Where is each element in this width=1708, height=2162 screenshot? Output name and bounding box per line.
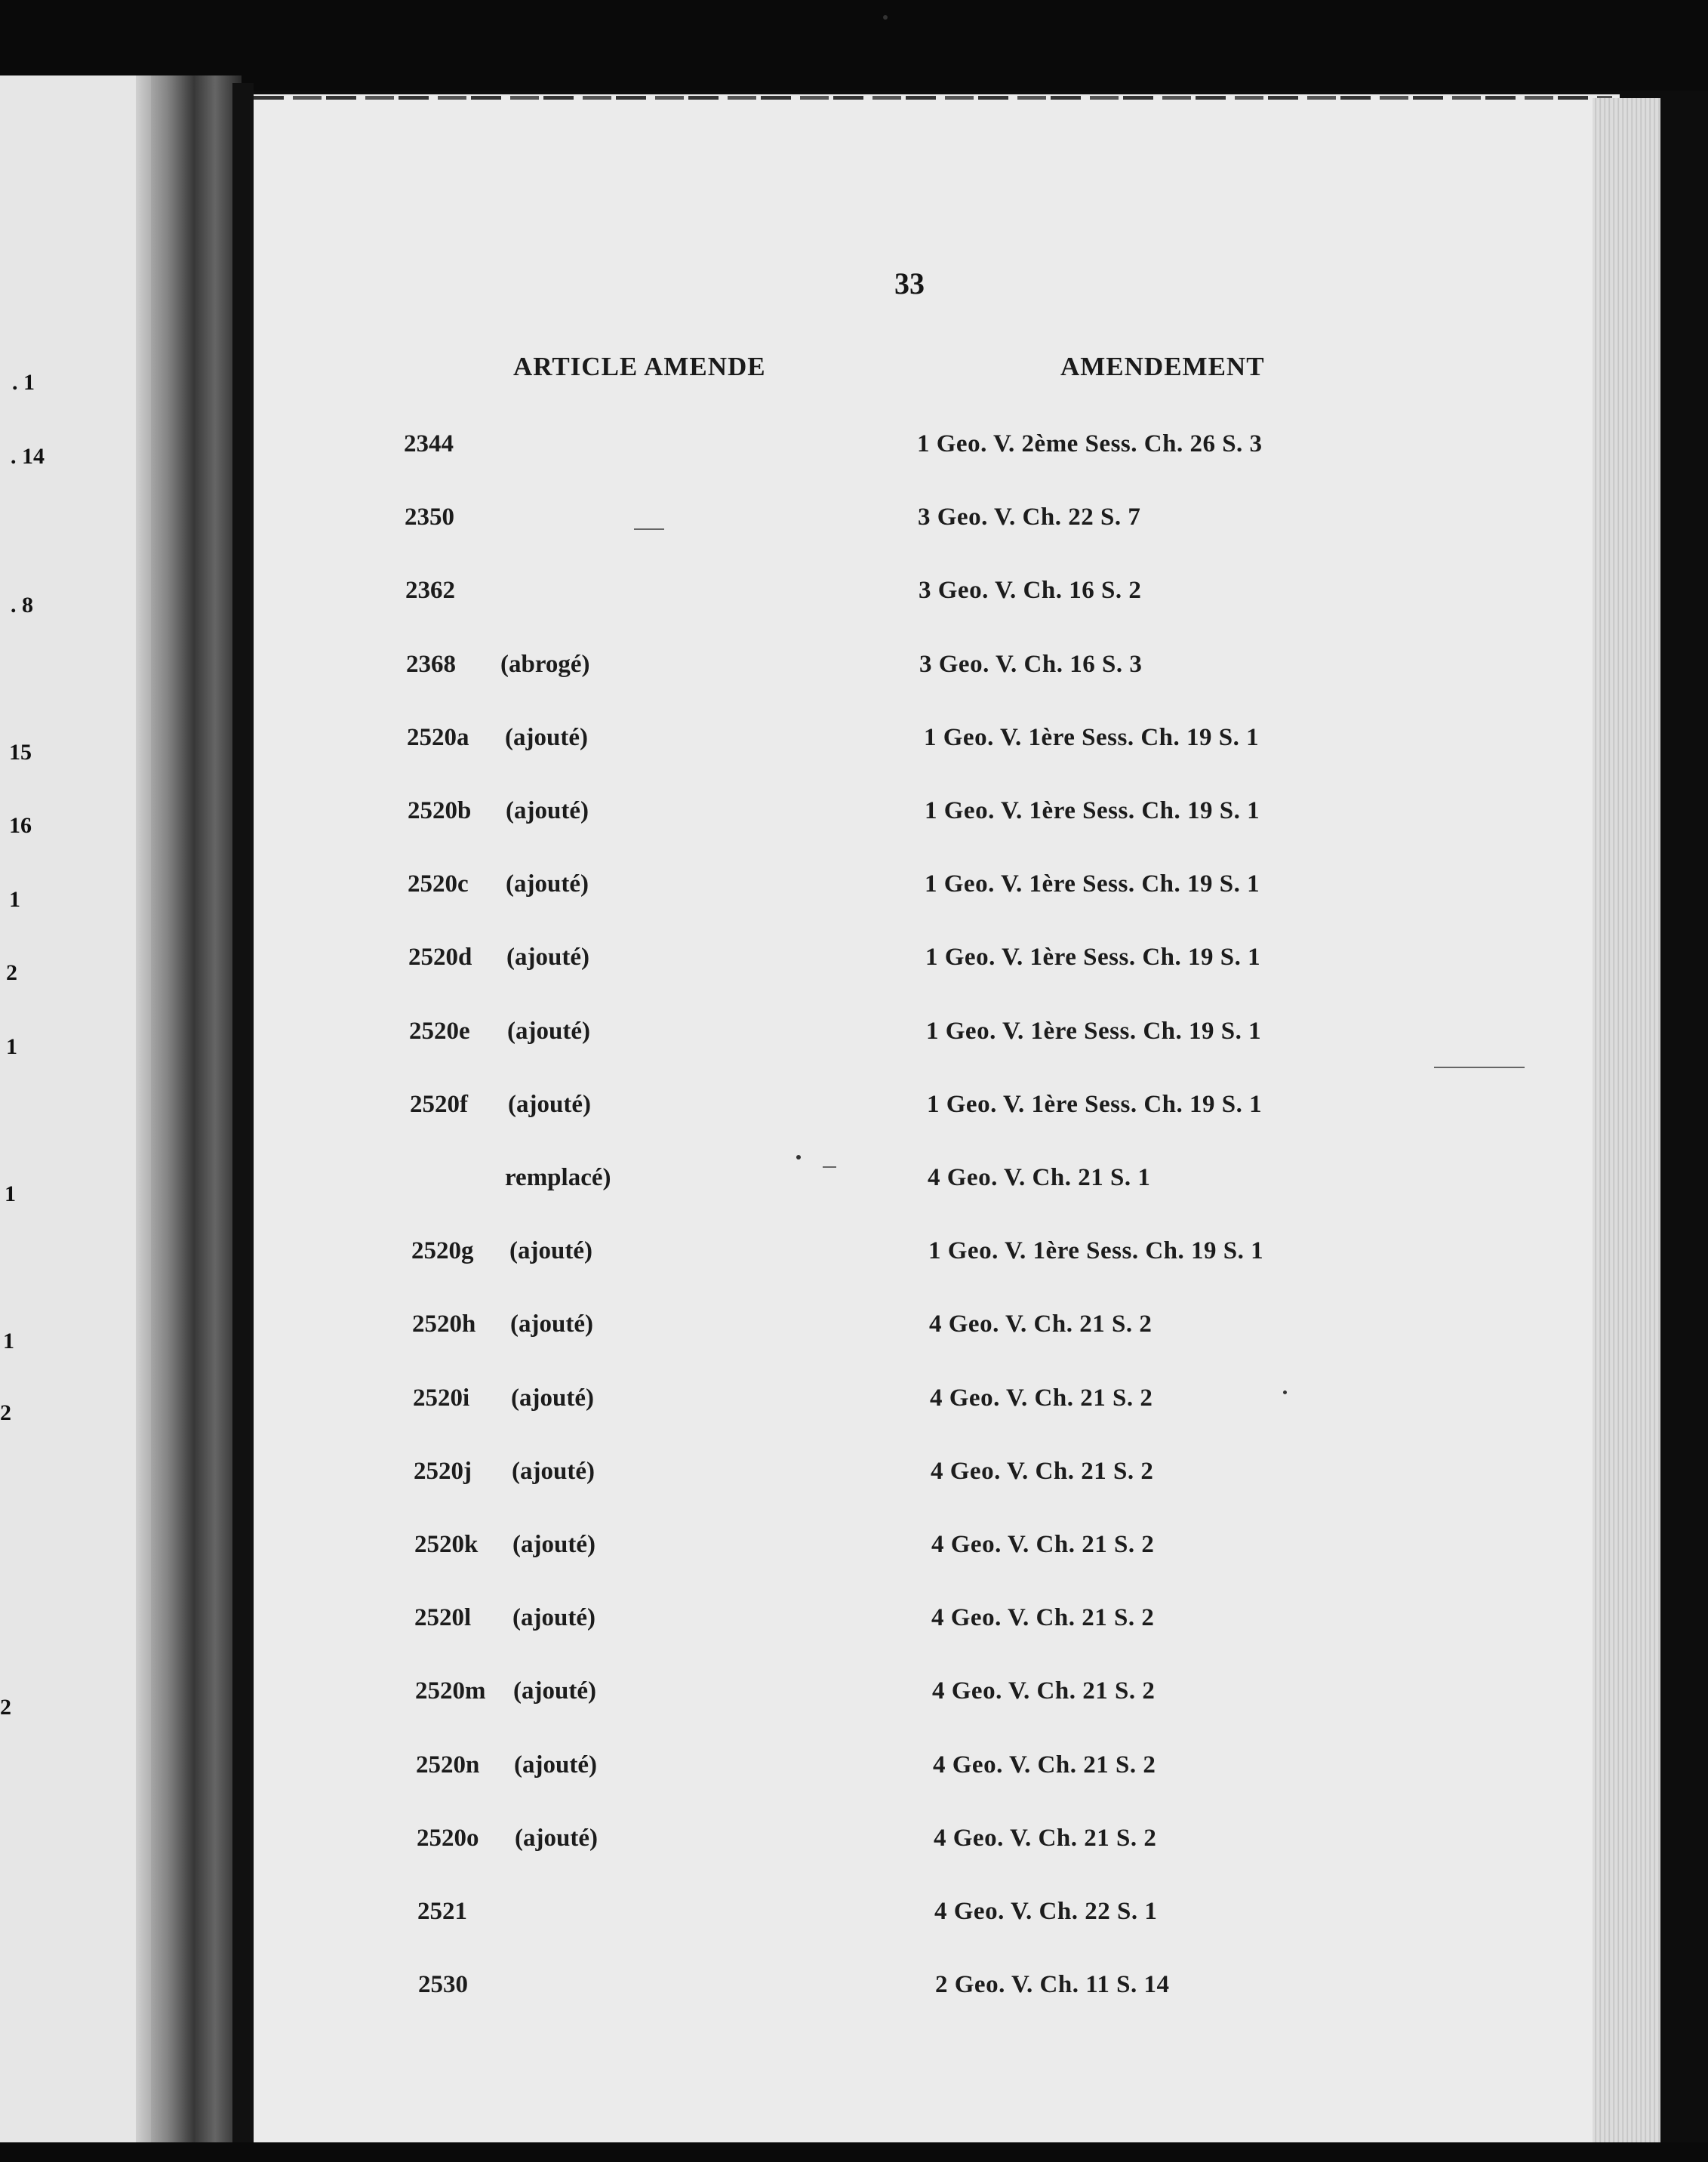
amendment-reference: 4 Geo. V. Ch. 21 S. 2: [933, 1751, 1156, 1779]
article-number: 2521: [417, 1898, 467, 1925]
column-header-article: ARTICLE AMENDE: [513, 352, 766, 381]
amendment-reference: 1 Geo. V. 1ère Sess. Ch. 19 S. 1: [926, 1018, 1262, 1045]
facing-page-fragment: 2: [0, 1695, 11, 1720]
table-row: [0, 1018, 1366, 1063]
amendment-reference: 4 Geo. V. Ch. 22 S. 1: [934, 1898, 1158, 1925]
article-note: (ajouté): [507, 1018, 590, 1045]
article-number: 2530: [418, 1971, 468, 1998]
article-note: (ajouté): [513, 1677, 596, 1705]
facing-page-fragment: 1: [9, 887, 20, 912]
table-row: [0, 651, 1366, 696]
article-number: 2520d: [408, 944, 472, 971]
facing-page-fragment: 2: [0, 1400, 11, 1425]
article-number: 2520o: [417, 1825, 479, 1852]
article-number: 2368: [406, 651, 456, 678]
amendment-reference: 4 Geo. V. Ch. 21 S. 2: [929, 1310, 1153, 1338]
table-row: [0, 1971, 1366, 2016]
bottom-scan-border: [0, 2142, 1708, 2162]
table-row: [0, 1825, 1366, 1870]
amendment-reference: 4 Geo. V. Ch. 21 S. 1: [928, 1164, 1151, 1191]
scan-speck: [796, 1155, 801, 1160]
article-note: (ajouté): [512, 1531, 595, 1558]
article-number: 2520c: [408, 870, 469, 898]
article-note: (ajouté): [506, 797, 589, 824]
article-note: (ajouté): [514, 1751, 597, 1779]
table-row: [0, 870, 1366, 916]
table-row: [0, 724, 1366, 769]
facing-page-fragment: 2: [6, 960, 17, 985]
facing-page-fragment: . 1: [12, 370, 35, 395]
amendment-reference: 4 Geo. V. Ch. 21 S. 2: [931, 1458, 1154, 1485]
article-note: (ajouté): [509, 1237, 592, 1264]
article-note: (ajouté): [512, 1604, 595, 1631]
article-number: 2520k: [414, 1531, 479, 1558]
facing-page-fragment: . 8: [11, 593, 33, 617]
amendment-reference: 4 Geo. V. Ch. 21 S. 2: [934, 1825, 1157, 1852]
article-note: (ajouté): [506, 944, 589, 971]
article-number: 2520i: [413, 1384, 470, 1412]
amendment-reference: 3 Geo. V. Ch. 22 S. 7: [918, 504, 1141, 531]
scan-mark: [823, 1166, 836, 1168]
facing-page-fragment: 1: [6, 1034, 17, 1059]
amendment-reference: 4 Geo. V. Ch. 21 S. 2: [930, 1384, 1153, 1412]
scan-mark: [1434, 1067, 1525, 1068]
article-note: (ajouté): [505, 724, 588, 751]
table-row: [0, 430, 1366, 476]
scan-speck: [883, 15, 888, 20]
table-row: [0, 1604, 1366, 1649]
table-row: [0, 1898, 1366, 1943]
table-row: [0, 504, 1366, 549]
page-top-edge: [254, 96, 1612, 100]
top-scan-border: [0, 0, 1708, 91]
facing-page-fragment: . 14: [11, 444, 45, 469]
amendment-reference: 4 Geo. V. Ch. 21 S. 2: [931, 1531, 1155, 1558]
table-row: [0, 944, 1366, 989]
table-row: [0, 1091, 1366, 1136]
table-row: [0, 1751, 1366, 1797]
amendment-reference: 2 Geo. V. Ch. 11 S. 14: [935, 1971, 1170, 1998]
table-row: [0, 1677, 1366, 1723]
article-note: remplacé): [505, 1164, 611, 1191]
amendment-reference: 4 Geo. V. Ch. 21 S. 2: [932, 1677, 1156, 1705]
scan-speck: [1283, 1391, 1287, 1394]
amendment-reference: 1 Geo. V. 1ère Sess. Ch. 19 S. 1: [927, 1091, 1263, 1118]
article-number: 2520g: [411, 1237, 474, 1264]
article-number: 2520e: [409, 1018, 470, 1045]
article-note: (ajouté): [506, 870, 589, 898]
article-number: 2350: [405, 504, 454, 531]
article-number: 2520b: [408, 797, 472, 824]
page-stack-edges: [1593, 98, 1660, 2144]
article-number: 2520m: [415, 1677, 486, 1705]
article-number: 2520f: [410, 1091, 468, 1118]
scan-mark: [634, 528, 664, 530]
facing-page-fragment: 1: [5, 1181, 16, 1206]
article-number: 2520l: [414, 1604, 472, 1631]
article-note: (ajouté): [511, 1384, 594, 1412]
article-note: (ajouté): [510, 1310, 593, 1338]
article-number: 2344: [404, 430, 454, 457]
amendment-reference: 1 Geo. V. 1ère Sess. Ch. 19 S. 1: [925, 944, 1261, 971]
column-header-amendment: AMENDEMENT: [1060, 352, 1265, 381]
table-row: [0, 577, 1366, 622]
amendment-reference: 1 Geo. V. 1ère Sess. Ch. 19 S. 1: [925, 870, 1260, 898]
amendment-reference: 1 Geo. V. 1ère Sess. Ch. 19 S. 1: [928, 1237, 1264, 1264]
amendment-reference: 1 Geo. V. 2ème Sess. Ch. 26 S. 3: [917, 430, 1263, 457]
table-row: [0, 1531, 1366, 1576]
article-number: 2520j: [414, 1458, 472, 1485]
amendment-reference: 3 Geo. V. Ch. 16 S. 2: [919, 577, 1142, 604]
article-note: (ajouté): [508, 1091, 591, 1118]
article-number: 2362: [405, 577, 455, 604]
table-row: [0, 1310, 1366, 1356]
article-note: (abrogé): [500, 651, 590, 678]
article-note: (ajouté): [515, 1825, 598, 1852]
table-row: [0, 1384, 1366, 1430]
article-note: (ajouté): [512, 1458, 595, 1485]
facing-page-fragment: 15: [9, 740, 32, 765]
amendment-reference: 3 Geo. V. Ch. 16 S. 3: [919, 651, 1143, 678]
table-row: [0, 1458, 1366, 1503]
article-number: 2520n: [416, 1751, 480, 1779]
table-row: [0, 1164, 1366, 1209]
table-row: [0, 797, 1366, 842]
amendment-reference: 4 Geo. V. Ch. 21 S. 2: [931, 1604, 1155, 1631]
amendment-reference: 1 Geo. V. 1ère Sess. Ch. 19 S. 1: [925, 797, 1260, 824]
article-number: 2520h: [412, 1310, 476, 1338]
article-number: 2520a: [407, 724, 469, 751]
facing-page-fragment: 1: [3, 1329, 14, 1354]
amendment-reference: 1 Geo. V. 1ère Sess. Ch. 19 S. 1: [924, 724, 1260, 751]
facing-page-fragment: 16: [9, 813, 32, 838]
page-number: 33: [894, 266, 925, 300]
table-row: [0, 1237, 1366, 1283]
